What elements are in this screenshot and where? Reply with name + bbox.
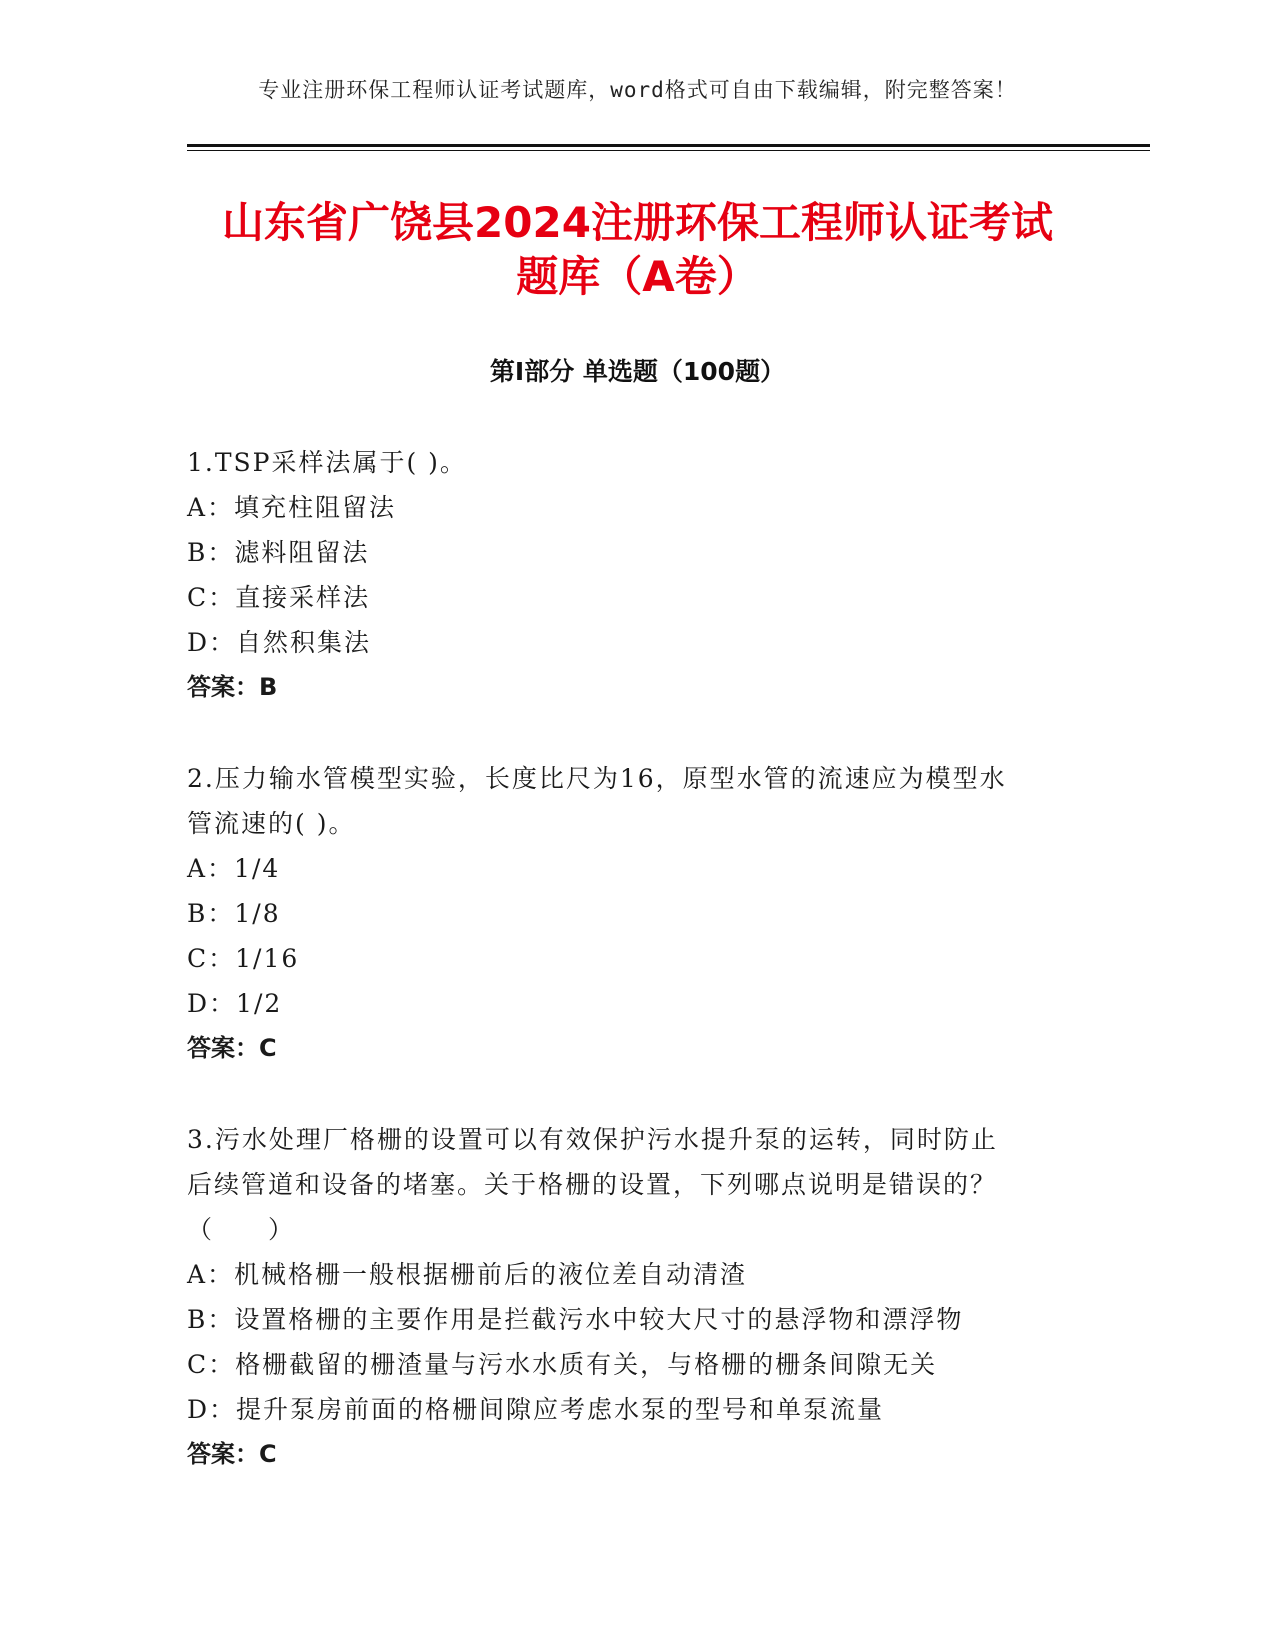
section-title: 第Ⅰ部分 单选题（100题） xyxy=(489,357,786,386)
header-rule-thick xyxy=(187,144,1150,147)
question-3 xyxy=(187,1117,1067,1477)
answer: 答案：C xyxy=(187,1034,277,1062)
option-a: A：1/4 xyxy=(187,854,281,883)
title-line-2: 题库（A卷） xyxy=(516,252,759,301)
header-rule-thin xyxy=(187,150,1150,151)
question-1 xyxy=(187,440,1067,710)
header-note: 专业注册环保工程师认证考试题库，word格式可自由下载编辑，附完整答案！ xyxy=(258,78,1017,102)
option-c: C：1/16 xyxy=(187,944,300,973)
question-stem: 3.污水处理厂格栅的设置可以有效保护污水提升泵的运转，同时防止 xyxy=(187,1125,998,1154)
option-b: B：滤料阻留法 xyxy=(187,538,370,567)
question-stem: 1.TSP采样法属于( )。 xyxy=(187,448,467,477)
question-stem: 2.压力输水管模型实验，长度比尺为16，原型水管的流速应为模型水 xyxy=(187,764,1007,793)
option-d: D：自然积集法 xyxy=(187,628,372,657)
document-title xyxy=(0,196,1275,304)
answer: 答案：C xyxy=(187,1440,277,1468)
question-stem: 管流速的( )。 xyxy=(187,809,356,838)
option-b: B：1/8 xyxy=(187,899,281,928)
option-b: B：设置格栅的主要作用是拦截污水中较大尺寸的悬浮物和漂浮物 xyxy=(187,1305,964,1334)
answer: 答案：B xyxy=(187,673,278,701)
option-c: C：格栅截留的栅渣量与污水水质有关，与格栅的栅条间隙无关 xyxy=(187,1350,938,1379)
question-list xyxy=(187,440,1067,1523)
option-a: A：填充柱阻留法 xyxy=(187,493,397,522)
question-stem: （ ） xyxy=(187,1215,296,1244)
question-2 xyxy=(187,756,1067,1071)
option-c: C：直接采样法 xyxy=(187,583,371,612)
option-d: D：提升泵房前面的格栅间隙应考虑水泵的型号和单泵流量 xyxy=(187,1395,885,1424)
question-stem: 后续管道和设备的堵塞。关于格栅的设置，下列哪点说明是错误的？ xyxy=(187,1170,998,1199)
option-d: D：1/2 xyxy=(187,989,283,1018)
option-a: A：机械格栅一般根据栅前后的液位差自动清渣 xyxy=(187,1260,748,1289)
title-line-1: 山东省广饶县2024注册环保工程师认证考试 xyxy=(222,198,1053,247)
